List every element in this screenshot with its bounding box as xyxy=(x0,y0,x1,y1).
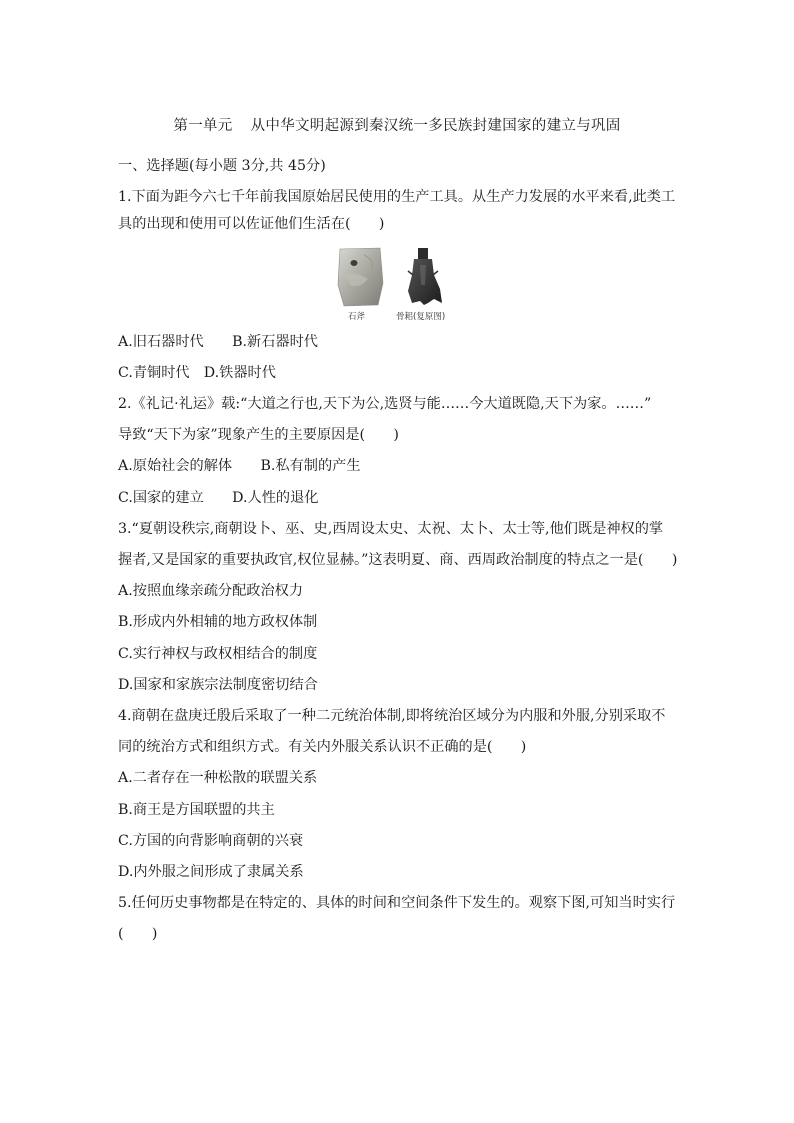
q3-option-b: B.形成内外相辅的地方政权体制 xyxy=(118,614,318,630)
q1-options-line2: C.青铜时代 D.铁器时代 xyxy=(118,365,276,381)
unit-title xyxy=(0,114,794,135)
q4-option-d: D.内外服之间形成了隶属关系 xyxy=(118,864,304,880)
bone-spade-image xyxy=(408,248,442,305)
q3-option-a: A.按照血缘亲疏分配政治权力 xyxy=(118,583,304,599)
q2-options-line1: A.原始社会的解体 B.私有制的产生 xyxy=(118,458,361,474)
q2-stem-line2: 导致“天下为家”现象产生的主要原因是( ) xyxy=(118,427,399,443)
q2-options-line2: C.国家的建立 D.人性的退化 xyxy=(118,490,319,506)
unit-number: 第一单元 xyxy=(173,118,233,134)
q3-stem-line1: 3.“夏朝设秩宗,商朝设卜、巫、史,西周设太史、太祝、太卜、太士等,他们既是神权的掌 xyxy=(118,521,664,537)
unit-theme: 从中华文明起源到秦汉统一多民族封建国家的建立与巩固 xyxy=(250,118,621,134)
q4-stem-line1: 4.商朝在盘庚迁殷后采取了一种二元统治体制,即将统治区域分为内服和外服,分别采取不 xyxy=(118,708,666,724)
section-heading: 一、选择题(每小题 3分,共 45分) xyxy=(118,158,326,174)
q5-stem-line2: ( ) xyxy=(118,926,158,942)
q4-option-a: A.二者存在一种松散的联盟关系 xyxy=(118,770,318,786)
q1-stem-line2: 具的出现和使用可以佐证他们生活在( ) xyxy=(118,216,385,232)
q4-stem-line2: 同的统治方式和组织方式。有关内外服关系认识不正确的是( ) xyxy=(118,739,527,755)
q3-option-d: D.国家和家族宗法制度密切结合 xyxy=(118,677,318,693)
q1-figure xyxy=(334,245,464,323)
caption-stone-axe: 石斧 xyxy=(348,312,366,322)
q5-stem-line1: 5.任何历史事物都是在特定的、具体的时间和空间条件下发生的。观察下图,可知当时实行 xyxy=(118,895,676,911)
q4-option-b: B.商王是方国联盟的共主 xyxy=(118,802,275,818)
q2-stem-line1: 2.《礼记·礼运》载:“大道之行也,天下为公,选贤与能……今大道既隐,天下为家。……” xyxy=(118,396,652,412)
q3-option-c: C.实行神权与政权相结合的制度 xyxy=(118,646,318,662)
q3-stem-line2: 握者,又是国家的重要执政官,权位显赫。”这表明夏、商、西周政治制度的特点之一是( ) xyxy=(118,552,678,568)
stone-axe-image xyxy=(338,248,383,306)
q1-stem-line1: 1.下面为距今六七千年前我国原始居民使用的生产工具。从生产力发展的水平来看,此类工 xyxy=(118,189,676,205)
q1-options-line1: A.旧石器时代 B.新石器时代 xyxy=(118,334,318,350)
caption-bone-spade: 骨耜(复原图) xyxy=(396,312,446,322)
q4-option-c: C.方国的向背影响商朝的兴衰 xyxy=(118,833,304,849)
